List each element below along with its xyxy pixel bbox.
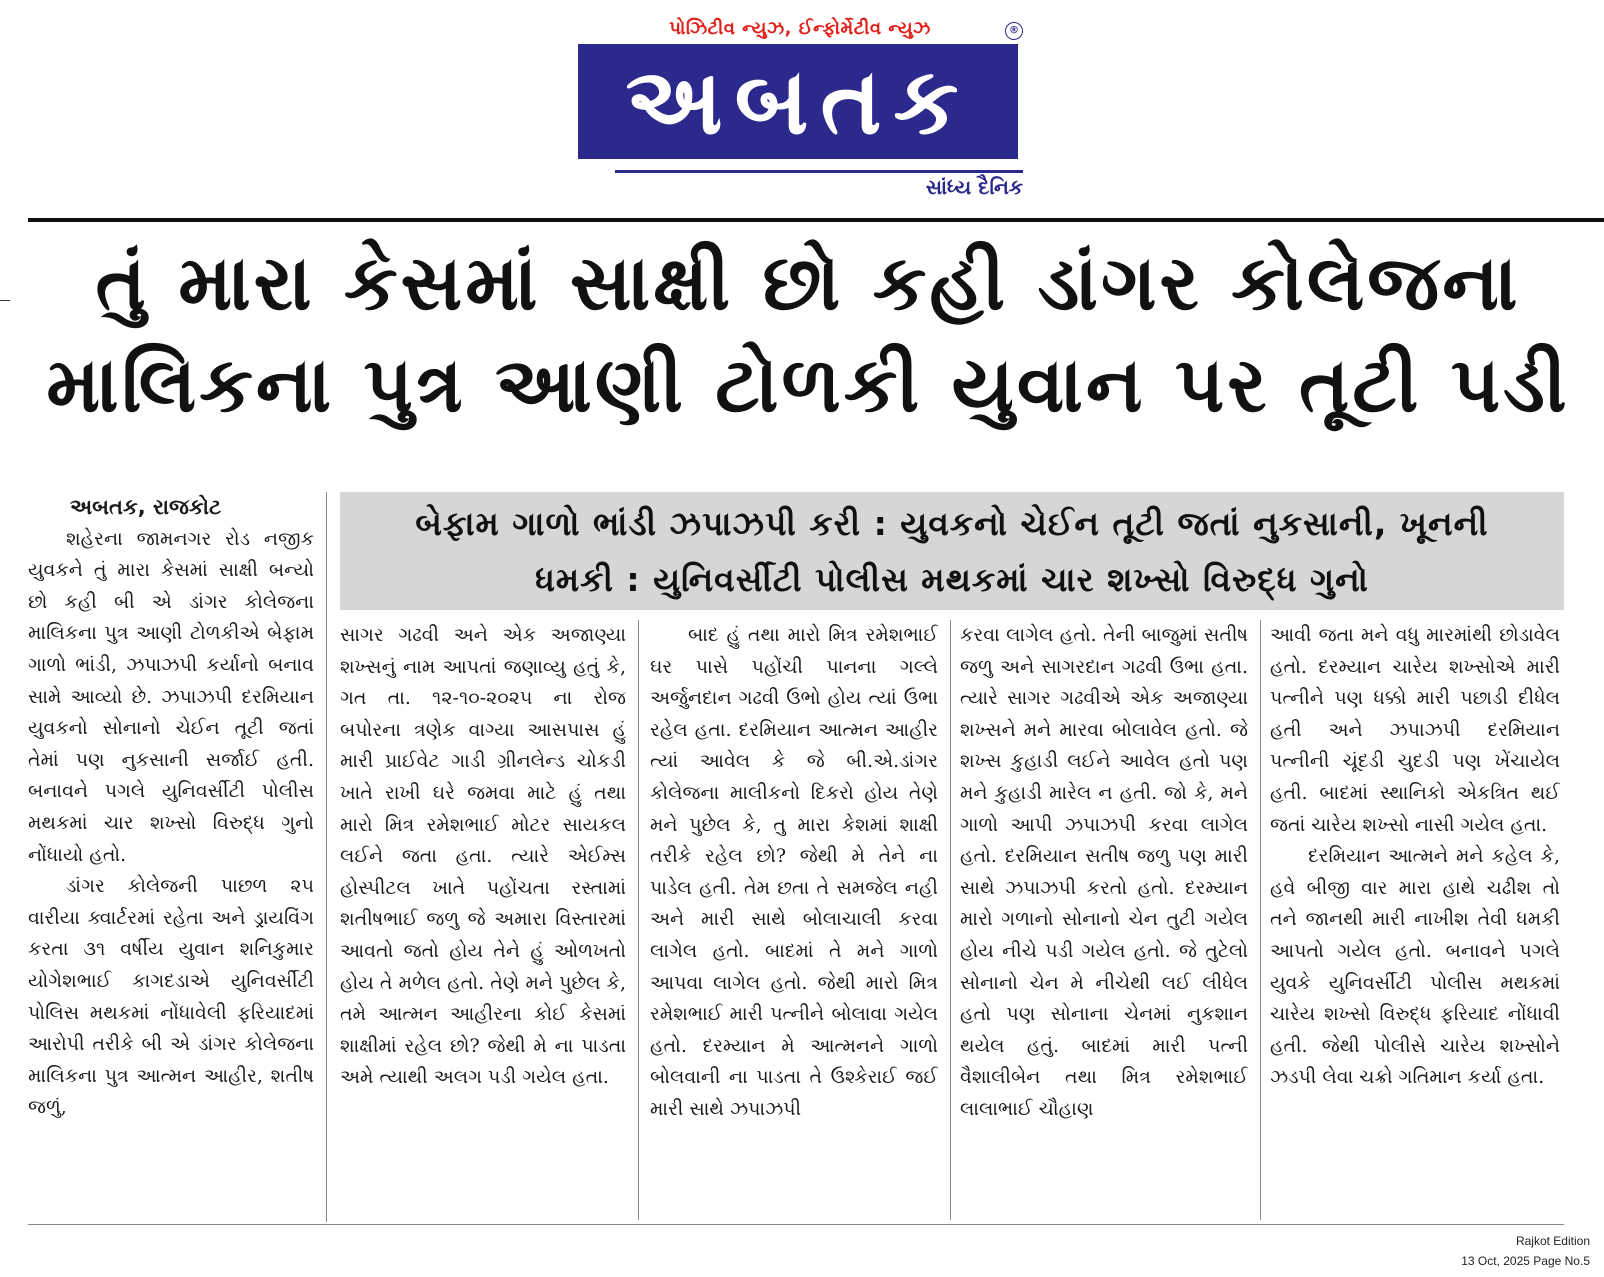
article-column-5 (1270, 620, 1560, 1220)
newspaper-logo: અબતક (578, 44, 1018, 159)
column-divider (326, 492, 327, 1222)
paragraph: આવી જતા મને વધુ મારમાંથી છોડાવેલ હતો. દરમ્યાન ચારેય શખ્સોએ મારી પત્નીને પણ ધક્કો મારી પછાડી દીધેલ હતી અને ઝપાઝપી દરમિયાન પત્નીની ચૂંદડી ચુદડી પણ ખેંચાયેલ હતી. બાદમાં સ્થાનિકો એકત્રિત થઈ જતાં ચારેય શખ્સો નાસી ગયેલ હતા. (1270, 624, 1560, 836)
paragraph: ડાંગર કોલેજની પાછળ ૨૫ વારીયા ક્વાર્ટરમાં રહેતા અને ડ્રાયવિંગ કરતા ૩૧ વર્ષીય યુવાન શનિકુમાર યોગેશભાઈ કાગદડાએ યુનિવર્સીટી પોલિસ મથકમાં નોંધાવેલી ફરિયાદમાં આરોપી તરીકે બી એ ડાંગર કોલેજના માલિકના પુત્ર આત્મન આહીર, શતીષ જળું, (28, 875, 314, 1119)
paragraph: શહેરના જામનગર રોડ નજીક યુવકને તું મારા કેસમાં સાક્ષી બન્યો છો કહી બી એ ડાંગર કોલેજના માલિકના પુત્ર આણી ટોળકીએ બેફામ ગાળો ભાંડી, ઝપાઝપી કર્યાનો બનાવ સામે આવ્યો છે. ઝપાઝપી દરમિયાન યુવકનો સોનાનો ચેઈન તૂટી જતાં તેમાં પણ નુકસાની સર્જાઈ હતી. બનાવને પગલે યુનિવર્સીટી પોલીસ મથકમાં ચાર શખ્સો વિરુદ્ધ ગુનો નોંધાયો હતો. (28, 527, 314, 866)
bottom-rule (28, 1224, 1564, 1225)
byline: અબતક, રાજકોટ (70, 495, 222, 519)
margin-tick (0, 300, 10, 301)
article-column-1 (28, 492, 314, 1222)
sub-headline-box (340, 492, 1564, 610)
column-divider (638, 620, 639, 1220)
subhead-line-2: ધમકી : યુનિવર્સીટી પોલીસ મથકમાં ચાર શખ્સો વિરુદ્ધ ગુનો (535, 560, 1369, 599)
masthead-tagline: પોઝિટીવ ન્યુઝ, ઈન્ફોર્મેટીવ ન્યુઝ (669, 18, 931, 39)
masthead (0, 0, 1604, 210)
article-column-4 (960, 620, 1248, 1220)
paragraph: કરવા લાગેલ હતો. તેની બાજુમાં સતીષ જળુ અને સાગરદાન ગઢવી ઉભા હતા. ત્યારે સાગર ગઢવીએ એક અજાણ્યા શખ્સને મને મારવા બોલાવેલ હતો. જે શખ્સ કુહાડી લઈને આવેલ હતો પણ મને કુહાડી મારેલ ન હતી. જો કે, મને ગાળો આપી ઝપાઝપી કરવા લાગેલ હતો. દરમિયાન સતીષ જળુ પણ મારી સાથે ઝપાઝપી કરતો હતો. દરમ્યાન મારો ગળાનો સોનાનો ચેન તુટી ગયેલ હોય નીચે પડી ગયેલ હતો. જે તુટેલો સોનાનો ચેન મે નીચેથી લઈ લીધેલ હતો પણ સોનાના ચેનમાં નુકશાન થયેલ હતું. બાદમાં મારી પત્ની વૈશાલીબેન તથા મિત્ર રમેશભાઈ લાલાભાઈ ચૌહાણ (960, 624, 1248, 1120)
subhead-line-1: બેફામ ગાળો ભાંડી ઝપાઝપી કરી : યુવકનો ચેઈન તૂટી જતાં નુકસાની, ખૂનની (415, 504, 1489, 543)
main-headline (28, 232, 1588, 436)
paragraph: સાગર ગઢવી અને એક અજાણ્યા શખ્સનું નામ આપતાં જણાવ્યુ હતું કે, ગત તા. ૧૨-૧૦-૨૦૨૫ ના રોજ બપોરના ત્રણેક વાગ્યા આસપાસ હું મારી પ્રાઈવેટ ગાડી ગ્રીનલેન્ડ ચોકડી ખાતે રાખી ઘરે જમવા માટે હું તથા મારો મિત્ર રમેશભાઈ મોટર સાયકલ લઈને જતા હતા. ત્યારે એઈમ્સ હોસ્પીટલ ખાતે પહોંચતા રસ્તામાં શતીષભાઈ જળુ જે અમારા વિસ્તારમાં આવતો જતો હોય તેને હું ઓળખતો હોય તે મળેલ હતો. તેણે મને પુછેલ કે, તમે આત્મન આહીરના કોઈ કેસમાં શાક્ષીમાં રહેલ છો? જેથી મે ના પાડતા અમે ત્યાથી અલગ પડી ગયેલ હતા. (340, 624, 626, 1089)
article-column-2 (340, 620, 626, 1220)
headline-line-2: માલિકના પુત્ર આણી ટોળકી યુવાન પર તૂટી પડી (46, 340, 1570, 429)
article-column-3 (650, 620, 938, 1220)
headline-line-1: તું મારા કેસમાં સાક્ષી છો કહી ડાંગર કોલેજના (95, 238, 1521, 327)
paragraph: દરમિયાન આત્મને મને કહેલ કે, હવે બીજી વાર મારા હાથે ચઢીશ તો તને જાનથી મારી નાખીશ તેવી ધમકી આપતો ગયેલ હતો. બનાવને પગલે યુવકે યુનિવર્સીટી પોલીસ મથકમાં ચારેય શખ્સો વિરુદ્ધ ફરિયાદ નોંધાવી હતી. જેથી પોલીસે ચારેય શખ્સોને ઝડપી લેવા ચક્રો ગતિમાન કર્યા હતા. (1270, 845, 1560, 1089)
column-divider (1260, 620, 1261, 1220)
paragraph: બાદ હું તથા મારો મિત્ર રમેશભાઈ ઘર પાસે પહોંચી પાનના ગલ્લે અર્જુનદાન ગઢવી ઉભો હોય ત્યાં ઉભા રહેલ હતા. દરમિયાન આત્મન આહીર ત્યાં આવેલ કે જે બી.એ.ડાંગર કોલેજના માલીકનો દિકરો હોય તેણે મને પુછેલ કે, તુ મારા કેશમાં શાક્ષી તરીકે રહેલ છો? જેથી મે તેને ના પાડેલ હતી. તેમ છતા તે સમજેલ નહી અને મારી સાથે બોલાચાલી કરવા લાગેલ હતો. બાદમાં તે મને ગાળો આપવા લાગેલ હતો. જેથી મારો મિત્ર રમેશભાઈ મારી પત્નીને બોલાવા ગયેલ હતો. દરમ્યાન મે આત્મનને ગાળો બોલવાની ના પાડતા તે ઉશ્કેરાઈ જઈ મારી સાથે ઝપાઝપી (650, 624, 938, 1120)
edition-label: Rajkot Edition (1515, 1234, 1590, 1248)
column-divider (950, 620, 951, 1220)
masthead-subtitle-bar (615, 170, 1023, 203)
top-divider (28, 218, 1604, 222)
date-page-label: 13 Oct, 2025 Page No.5 (1461, 1254, 1590, 1268)
registered-mark: ® (1005, 22, 1023, 40)
masthead-subtitle: સાંધ્ય દૈનિક (925, 175, 1023, 199)
